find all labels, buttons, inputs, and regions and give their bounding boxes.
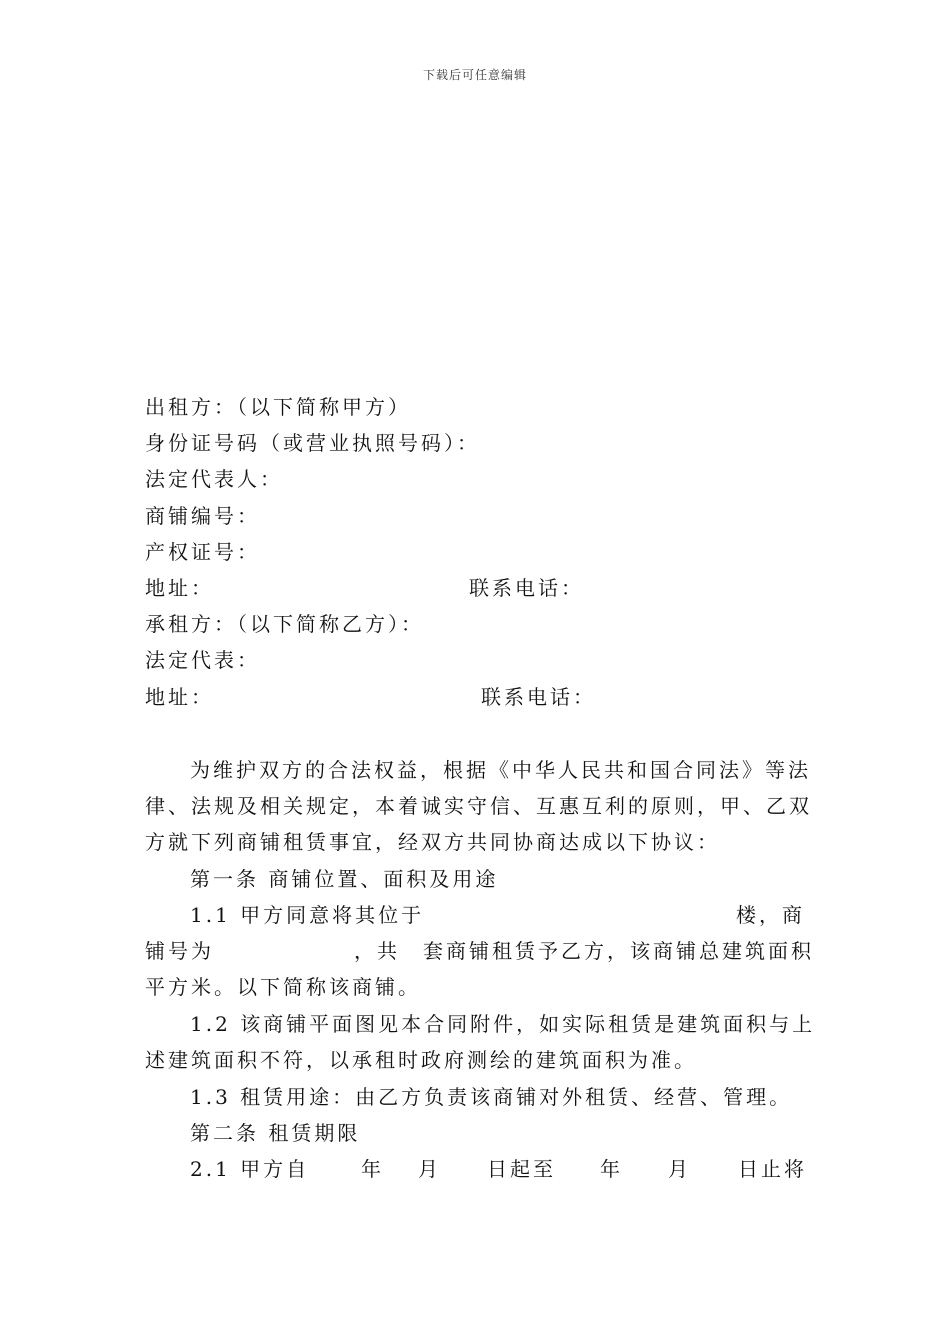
clause-1-1-shop-label: 铺号为 [145,939,214,963]
intro-line-1: 为维护双方的合法权益，根据《中华人民共和国合同法》等法 [190,758,811,782]
clause-1-3: 1.3 租赁用途：由乙方负责该商铺对外租赁、经营、管理。 [190,1085,793,1109]
clause-1-1-shop-count: ，共 套商铺租赁予乙方，该商铺总建筑面积 [354,939,814,963]
lessee-line: 承租方：（以下简称乙方）： [145,612,424,636]
page-header: 下载后可任意编辑 [422,68,527,82]
intro-line-3: 方就下列商铺租赁事宜，经双方共同协商达成以下协议： [145,830,720,854]
clause-2-1-year-2: 年 [600,1157,623,1181]
clause-2-1-year-1: 年 [361,1157,384,1181]
clause-1-1-end: 平方米。以下简称该商铺。 [145,975,421,999]
article-2-title: 第二条 租赁期限 [190,1121,361,1145]
property-cert-line: 产权证号： [145,540,260,564]
clause-1-2-line-2: 述建筑面积不符，以承租时政府测绘的建筑面积为准。 [145,1048,697,1072]
clause-2-1-start: 2.1 甲方自 [190,1157,310,1181]
lessor-line: 出租方：（以下简称甲方） [145,395,411,419]
clause-1-1-floor: 楼，商 [736,903,805,927]
intro-line-2: 律、法规及相关规定，本着诚实守信、互惠互利的原则，甲、乙双 [145,794,812,818]
lessee-address-label: 地址： [145,685,214,709]
clause-1-1-start: 1.1 甲方同意将其位于 [190,903,425,927]
clause-1-2-line-1: 1.2 该商铺平面图见本合同附件，如实际租赁是建筑面积与上 [190,1012,816,1036]
id-number-line: 身份证号码（或营业执照号码）： [145,431,480,455]
lessor-phone-label: 联系电话： [469,576,584,600]
clause-2-1-day-1: 日起至 [487,1157,556,1181]
shop-no-line: 商铺编号： [145,504,260,528]
article-1-title: 第一条 商铺位置、面积及用途 [190,867,499,891]
legal-rep-line: 法定代表人： [145,467,283,491]
clause-2-1-month-1: 月 [418,1157,441,1181]
clause-2-1-day-2: 日止将 [738,1157,807,1181]
lessee-rep-line: 法定代表： [145,648,260,672]
clause-2-1-month-2: 月 [668,1157,691,1181]
lessor-address-label: 地址： [145,576,214,600]
lessee-phone-label: 联系电话： [481,685,596,709]
